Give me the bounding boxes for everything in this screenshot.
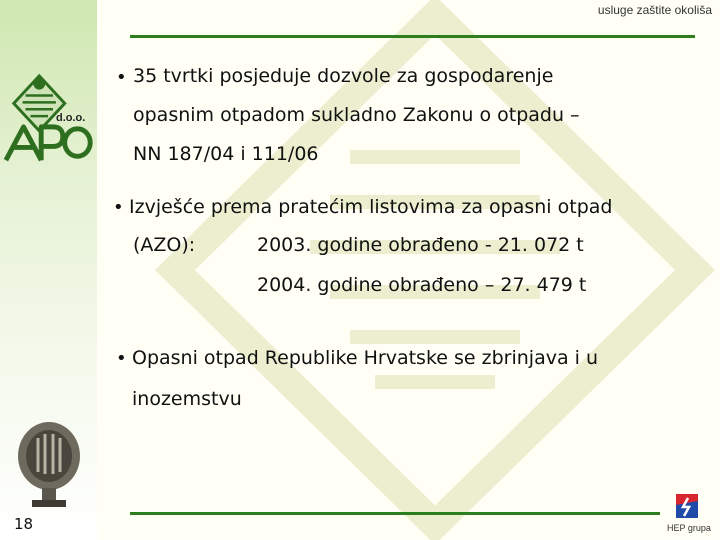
bullet-1-line-1: 35 tvrtki posjeduje dozvole za gospodarenje [133, 65, 554, 87]
bullet-3-dot: • [116, 348, 127, 369]
company-suffix: d.o.o. [56, 112, 86, 124]
bullet-1-line-2: opasnim otpadom sukladno Zakonu o otpadu – [133, 104, 580, 126]
bullet-3-line-1: Opasni otpad Republike Hrvatske se zbrinjava i u [132, 347, 599, 369]
bullet-2-dot: • [113, 197, 124, 218]
bullet-3-line-2: inozemstvu [132, 388, 242, 410]
hep-logo-icon [674, 492, 700, 520]
bullet-2-row-2004: 2004. godine obrađeno – 27. 479 t [257, 274, 587, 296]
hep-brand: HEP grupa [667, 523, 711, 533]
footer-rule [130, 512, 660, 515]
bullet-1-line-3: NN 187/04 i 111/06 [133, 143, 319, 165]
sculpture-image [14, 416, 84, 510]
header-rule [130, 35, 695, 38]
bullet-2-line-1: Izvješće prema pratećim listovima za opasni otpad [129, 196, 613, 218]
bullet-1-dot: • [116, 67, 127, 88]
header-title: usluge zaštite okoliša [597, 3, 712, 17]
slide-number: 18 [14, 515, 34, 533]
bullet-2-label: (AZO): [133, 234, 196, 256]
bullet-2-row-2003: 2003. godine obrađeno - 21. 072 t [257, 234, 584, 256]
